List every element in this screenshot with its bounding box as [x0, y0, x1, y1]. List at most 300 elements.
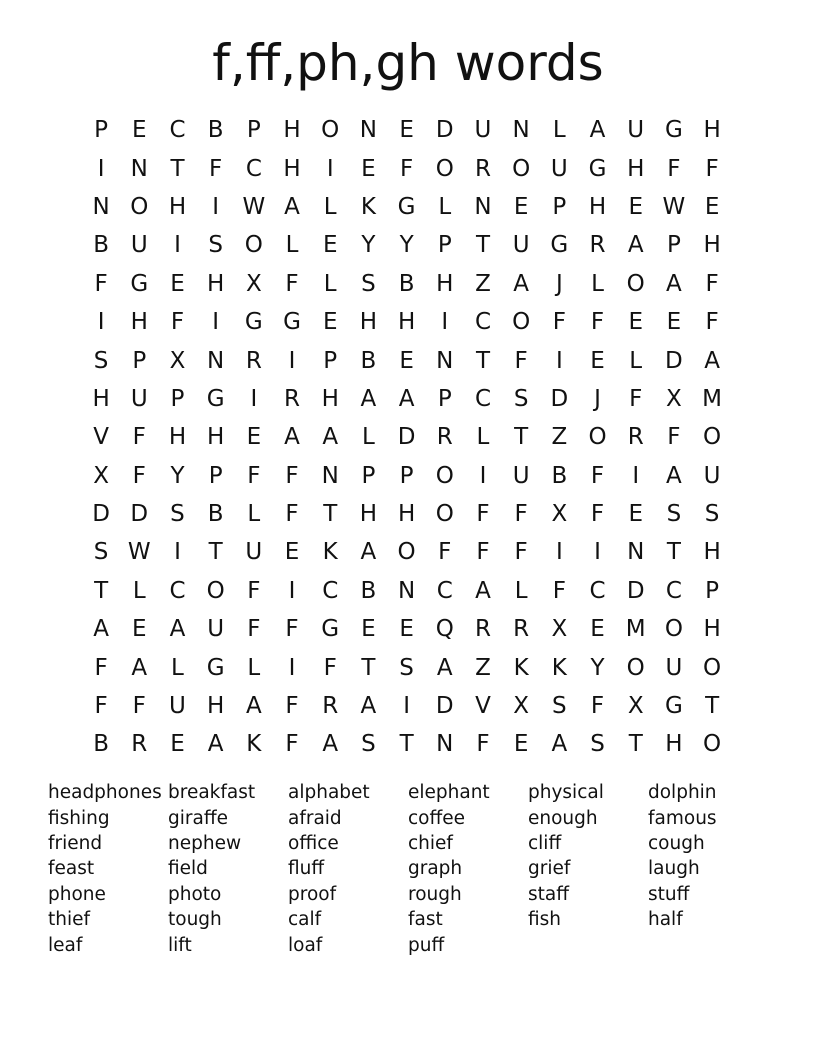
grid-letter: T — [475, 232, 490, 259]
grid-letter: T — [208, 539, 223, 566]
grid-letter: T — [323, 501, 338, 528]
grid-letter: O — [626, 654, 645, 681]
grid-letter: O — [626, 270, 645, 297]
grid-letter: V — [475, 693, 491, 720]
grid-letter: O — [512, 155, 531, 182]
grid-letter: U — [169, 693, 186, 720]
word-bank-item: calf — [288, 909, 322, 931]
grid-letter: I — [212, 309, 220, 336]
grid-letter: H — [397, 501, 416, 528]
grid-letter: H — [359, 501, 378, 528]
grid-letter: X — [169, 347, 186, 374]
grid-letter: F — [247, 462, 261, 489]
grid-letter: C — [169, 577, 186, 604]
grid-letter: Y — [590, 654, 605, 681]
grid-letter: F — [132, 462, 146, 489]
grid-letter: O — [512, 309, 531, 336]
word-bank-item: nephew — [168, 832, 242, 854]
grid-letter: E — [361, 155, 376, 182]
grid-letter: X — [551, 501, 568, 528]
word-bank-item: headphones — [48, 782, 162, 804]
grid-letter: W — [662, 193, 686, 220]
grid-row — [82, 111, 732, 149]
grid-letter: P — [246, 117, 261, 144]
grid-row — [82, 418, 732, 456]
grid-letter: A — [131, 654, 148, 681]
grid-letter: E — [513, 731, 529, 758]
grid-letter: A — [475, 577, 491, 604]
grid-letter: D — [550, 385, 569, 412]
grid-letter: L — [591, 270, 604, 297]
grid-letter: H — [665, 731, 683, 758]
grid-letter: H — [703, 539, 721, 566]
grid-letter: H — [359, 309, 378, 336]
grid-letter: I — [174, 539, 181, 566]
grid-letter: U — [474, 117, 492, 144]
word-bank-row — [48, 780, 778, 805]
grid-letter: S — [704, 501, 720, 528]
grid-letter: C — [474, 309, 491, 336]
grid-letter: G — [588, 155, 607, 182]
grid-letter: A — [245, 693, 262, 720]
grid-letter: F — [438, 539, 452, 566]
grid-letter: D — [435, 693, 454, 720]
grid-letter: S — [208, 232, 223, 259]
grid-letter: A — [322, 424, 339, 451]
word-bank-row — [48, 856, 778, 881]
grid-letter: H — [283, 155, 301, 182]
grid-letter: E — [322, 309, 338, 336]
grid-letter: I — [632, 462, 640, 489]
grid-letter: O — [397, 539, 416, 566]
grid-letter: I — [594, 539, 601, 566]
word-bank-item: breakfast — [168, 782, 256, 804]
grid-letter: G — [206, 385, 225, 412]
grid-row — [82, 533, 732, 571]
grid-letter: X — [551, 616, 568, 643]
grid-letter: X — [513, 693, 530, 720]
word-bank-item: loaf — [288, 934, 323, 956]
grid-letter: A — [666, 270, 682, 297]
grid-letter: J — [555, 270, 563, 297]
grid-letter: E — [322, 232, 338, 259]
grid-letter: H — [207, 270, 225, 297]
word-bank-item: half — [648, 909, 683, 931]
grid-letter: H — [207, 424, 225, 451]
grid-letter: T — [475, 347, 490, 374]
grid-row — [82, 610, 732, 648]
grid-letter: A — [93, 616, 109, 643]
grid-letter: F — [209, 155, 223, 182]
grid-letter: G — [397, 193, 416, 220]
grid-letter: Z — [475, 270, 491, 297]
word-bank-item: cough — [648, 832, 705, 854]
grid-letter: P — [437, 232, 452, 259]
grid-letter: K — [513, 654, 529, 681]
grid-letter: E — [132, 117, 147, 144]
grid-letter: L — [171, 654, 184, 681]
grid-letter: A — [704, 347, 720, 374]
grid-letter: F — [285, 270, 299, 297]
grid-letter: E — [132, 616, 147, 643]
grid-letter: F — [132, 693, 146, 720]
grid-letter: I — [288, 347, 296, 374]
grid-letter: A — [360, 539, 377, 566]
grid-letter: F — [170, 309, 185, 336]
word-bank-item: leaf — [48, 934, 83, 956]
grid-letter: P — [437, 385, 452, 412]
grid-letter: I — [97, 155, 105, 182]
grid-letter: A — [207, 731, 224, 758]
grid-letter: F — [590, 309, 605, 336]
grid-letter: U — [512, 462, 530, 489]
word-bank-item: fast — [408, 909, 443, 931]
grid-letter: H — [703, 616, 721, 643]
grid-letter: T — [94, 577, 109, 604]
grid-letter: T — [170, 155, 185, 182]
grid-letter: I — [250, 385, 258, 412]
grid-letter: D — [435, 117, 454, 144]
grid-letter: E — [628, 309, 643, 336]
grid-row — [82, 226, 732, 264]
grid-letter: L — [361, 424, 375, 451]
grid-letter: Y — [399, 232, 414, 259]
grid-letter: L — [514, 577, 528, 604]
grid-letter: T — [361, 654, 376, 681]
grid-letter: E — [361, 616, 376, 643]
grid-letter: F — [132, 424, 146, 451]
word-bank-item: famous — [648, 807, 717, 829]
word-bank-item: dolphin — [648, 782, 717, 804]
grid-letter: H — [588, 193, 607, 220]
grid-row — [82, 648, 732, 686]
grid-letter: A — [589, 117, 606, 144]
grid-letter: N — [130, 155, 148, 182]
word-bank — [48, 780, 778, 958]
grid-row — [82, 149, 732, 187]
grid-letter: X — [627, 693, 644, 720]
grid-letter: L — [476, 424, 490, 451]
grid-letter: B — [398, 270, 415, 297]
grid-letter: U — [130, 385, 148, 412]
grid-letter: L — [247, 654, 261, 681]
grid-letter: C — [589, 577, 606, 604]
grid-letter: A — [666, 462, 682, 489]
grid-letter: U — [703, 462, 721, 489]
grid-letter: B — [207, 117, 224, 144]
grid-row — [82, 265, 732, 303]
grid-letter: A — [360, 385, 377, 412]
grid-letter: U — [665, 654, 683, 681]
grid-letter: G — [283, 309, 301, 336]
word-bank-item: elephant — [408, 782, 490, 804]
grid-letter: H — [130, 309, 148, 336]
grid-letter: D — [92, 501, 110, 528]
grid-letter: F — [285, 462, 299, 489]
word-bank-item: afraid — [288, 807, 342, 829]
grid-letter: M — [625, 616, 646, 643]
grid-letter: O — [435, 155, 454, 182]
grid-letter: H — [168, 424, 187, 451]
grid-letter: L — [629, 347, 643, 374]
grid-letter: O — [703, 654, 722, 681]
grid-letter: I — [288, 654, 296, 681]
grid-letter: L — [323, 193, 337, 220]
word-bank-item: cliff — [528, 832, 562, 854]
grid-letter: W — [127, 539, 151, 566]
grid-letter: E — [170, 731, 185, 758]
grid-letter: K — [246, 731, 262, 758]
grid-letter: H — [703, 232, 721, 259]
grid-letter: B — [93, 731, 109, 758]
grid-letter: S — [361, 270, 376, 297]
grid-letter: H — [283, 117, 301, 144]
grid-letter: C — [322, 577, 339, 604]
grid-letter: P — [323, 347, 338, 374]
word-bank-item: fluff — [288, 858, 325, 880]
grid-letter: C — [169, 117, 186, 144]
word-bank-row — [48, 882, 778, 907]
grid-letter: O — [435, 462, 454, 489]
grid-letter: I — [555, 539, 563, 566]
grid-letter: E — [666, 309, 682, 336]
grid-letter: S — [399, 654, 414, 681]
grid-letter: E — [399, 347, 414, 374]
grid-letter: O — [435, 501, 454, 528]
grid-row — [82, 495, 732, 533]
grid-letter: F — [94, 654, 108, 681]
grid-letter: P — [208, 462, 223, 489]
word-bank-item: coffee — [408, 807, 465, 829]
grid-letter: F — [514, 347, 528, 374]
word-bank-item: giraffe — [168, 807, 228, 829]
grid-letter: F — [476, 539, 490, 566]
grid-letter: R — [474, 155, 491, 182]
grid-letter: E — [284, 539, 300, 566]
grid-letter: R — [627, 424, 644, 451]
grid-letter: F — [629, 385, 643, 412]
grid-letter: G — [206, 654, 225, 681]
grid-letter: F — [399, 155, 414, 182]
grid-letter: G — [664, 693, 683, 720]
word-bank-item: fish — [528, 909, 562, 931]
grid-letter: T — [705, 693, 720, 720]
grid-letter: X — [93, 462, 109, 489]
grid-letter: P — [94, 117, 109, 144]
grid-letter: P — [552, 193, 567, 220]
grid-letter: F — [94, 693, 108, 720]
grid-letter: G — [130, 270, 149, 297]
grid-letter: B — [207, 501, 224, 528]
grid-letter: R — [589, 232, 606, 259]
grid-letter: H — [703, 117, 721, 144]
grid-letter: L — [247, 501, 261, 528]
grid-letter: H — [207, 693, 225, 720]
word-bank-row — [48, 805, 778, 830]
grid-letter: I — [212, 193, 220, 220]
grid-letter: C — [436, 577, 453, 604]
grid-letter: H — [92, 385, 110, 412]
grid-letter: E — [704, 193, 720, 220]
grid-letter: X — [245, 270, 262, 297]
grid-letter: A — [284, 193, 300, 220]
grid-letter: A — [322, 731, 339, 758]
grid-letter: O — [130, 193, 149, 220]
word-bank-item: chief — [408, 832, 453, 854]
grid-letter: U — [627, 117, 645, 144]
grid-letter: F — [667, 424, 681, 451]
grid-letter: G — [244, 309, 263, 336]
grid-letter: N — [627, 539, 645, 566]
grid-letter: P — [666, 232, 681, 259]
grid-letter: F — [247, 577, 261, 604]
grid-row — [82, 380, 732, 418]
grid-letter: L — [323, 270, 337, 297]
grid-letter: E — [513, 193, 529, 220]
grid-letter: E — [628, 501, 643, 528]
grid-letter: N — [207, 347, 225, 374]
grid-letter: F — [667, 155, 681, 182]
grid-letter: S — [552, 693, 567, 720]
grid-letter: F — [476, 731, 490, 758]
grid-letter: S — [361, 731, 376, 758]
grid-letter: N — [512, 117, 530, 144]
grid-letter: K — [322, 539, 338, 566]
grid-letter: T — [514, 424, 529, 451]
grid-letter: S — [93, 539, 109, 566]
grid-letter: E — [170, 270, 185, 297]
grid-letter: U — [130, 232, 148, 259]
grid-row — [82, 457, 732, 495]
grid-letter: G — [321, 616, 340, 643]
grid-letter: U — [550, 155, 568, 182]
word-bank-item: grief — [528, 858, 571, 880]
word-bank-item: stuff — [648, 883, 690, 905]
grid-letter: E — [399, 117, 414, 144]
word-bank-item: puff — [408, 934, 445, 956]
grid-letter: F — [476, 501, 490, 528]
grid-letter: F — [552, 309, 566, 336]
grid-letter: F — [590, 693, 605, 720]
grid-letter: A — [284, 424, 300, 451]
grid-letter: S — [590, 731, 605, 758]
grid-letter: D — [397, 424, 416, 451]
grid-letter: I — [174, 232, 181, 259]
word-bank-item: field — [168, 858, 208, 880]
grid-letter: A — [627, 232, 644, 259]
grid-letter: E — [246, 424, 262, 451]
grid-letter: S — [93, 347, 109, 374]
grid-letter: P — [170, 385, 185, 412]
grid-letter: F — [94, 270, 108, 297]
grid-letter: N — [359, 117, 378, 144]
grid-letter: N — [321, 462, 339, 489]
grid-letter: L — [285, 232, 299, 259]
grid-letter: N — [397, 577, 416, 604]
grid-letter: L — [438, 193, 452, 220]
grid-letter: Y — [170, 462, 185, 489]
grid-letter: M — [702, 385, 723, 412]
grid-letter: L — [552, 117, 566, 144]
grid-letter: Y — [361, 232, 376, 259]
word-bank-row — [48, 831, 778, 856]
word-bank-item: tough — [168, 909, 222, 931]
grid-letter: O — [244, 232, 263, 259]
grid-letter: L — [132, 577, 146, 604]
word-bank-item: enough — [528, 807, 598, 829]
grid-letter: G — [550, 232, 569, 259]
grid-letter: S — [170, 501, 185, 528]
grid-letter: P — [132, 347, 147, 374]
word-bank-item: friend — [48, 832, 103, 854]
grid-row — [82, 725, 732, 763]
grid-letter: F — [705, 309, 719, 336]
grid-letter: S — [513, 385, 529, 412]
grid-letter: D — [130, 501, 149, 528]
grid-letter: I — [326, 155, 334, 182]
grid-letter: B — [93, 232, 109, 259]
grid-row — [82, 188, 732, 226]
grid-letter: A — [513, 270, 530, 297]
word-bank-item: feast — [48, 858, 95, 880]
grid-letter: H — [397, 309, 416, 336]
grid-letter: C — [474, 385, 491, 412]
grid-letter: E — [399, 616, 414, 643]
grid-letter: B — [360, 577, 377, 604]
grid-letter: O — [588, 424, 607, 451]
grid-letter: N — [436, 347, 454, 374]
grid-letter: X — [666, 385, 682, 412]
grid-letter: D — [626, 577, 645, 604]
grid-letter: G — [664, 117, 683, 144]
grid-letter: T — [666, 539, 681, 566]
grid-letter: F — [285, 693, 299, 720]
word-bank-item: proof — [288, 883, 337, 905]
grid-letter: R — [245, 347, 262, 374]
grid-letter: Q — [435, 616, 454, 643]
grid-letter: P — [399, 462, 414, 489]
grid-letter: E — [628, 193, 643, 220]
grid-letter: T — [399, 731, 414, 758]
grid-letter: B — [360, 347, 377, 374]
grid-letter: F — [323, 654, 337, 681]
grid-letter: R — [436, 424, 453, 451]
grid-letter: I — [403, 693, 410, 720]
grid-letter: K — [551, 654, 567, 681]
grid-letter: F — [285, 501, 299, 528]
grid-letter: C — [245, 155, 262, 182]
grid-letter: Z — [475, 654, 491, 681]
grid-letter: R — [284, 385, 301, 412]
word-bank-item: alphabet — [288, 782, 370, 804]
grid-letter: P — [705, 577, 720, 604]
grid-letter: U — [512, 232, 530, 259]
grid-row — [82, 687, 732, 725]
grid-row — [82, 341, 732, 379]
grid-letter: A — [169, 616, 186, 643]
word-search-grid — [82, 111, 732, 764]
grid-letter: A — [360, 693, 377, 720]
grid-letter: C — [665, 577, 682, 604]
grid-letter: T — [628, 731, 643, 758]
grid-letter: I — [288, 577, 296, 604]
grid-letter: F — [247, 616, 261, 643]
grid-letter: F — [285, 731, 299, 758]
grid-letter: H — [168, 193, 187, 220]
grid-letter: H — [321, 385, 339, 412]
page-title: f,ff,ph,gh words — [212, 34, 604, 92]
grid-letter: H — [627, 155, 645, 182]
